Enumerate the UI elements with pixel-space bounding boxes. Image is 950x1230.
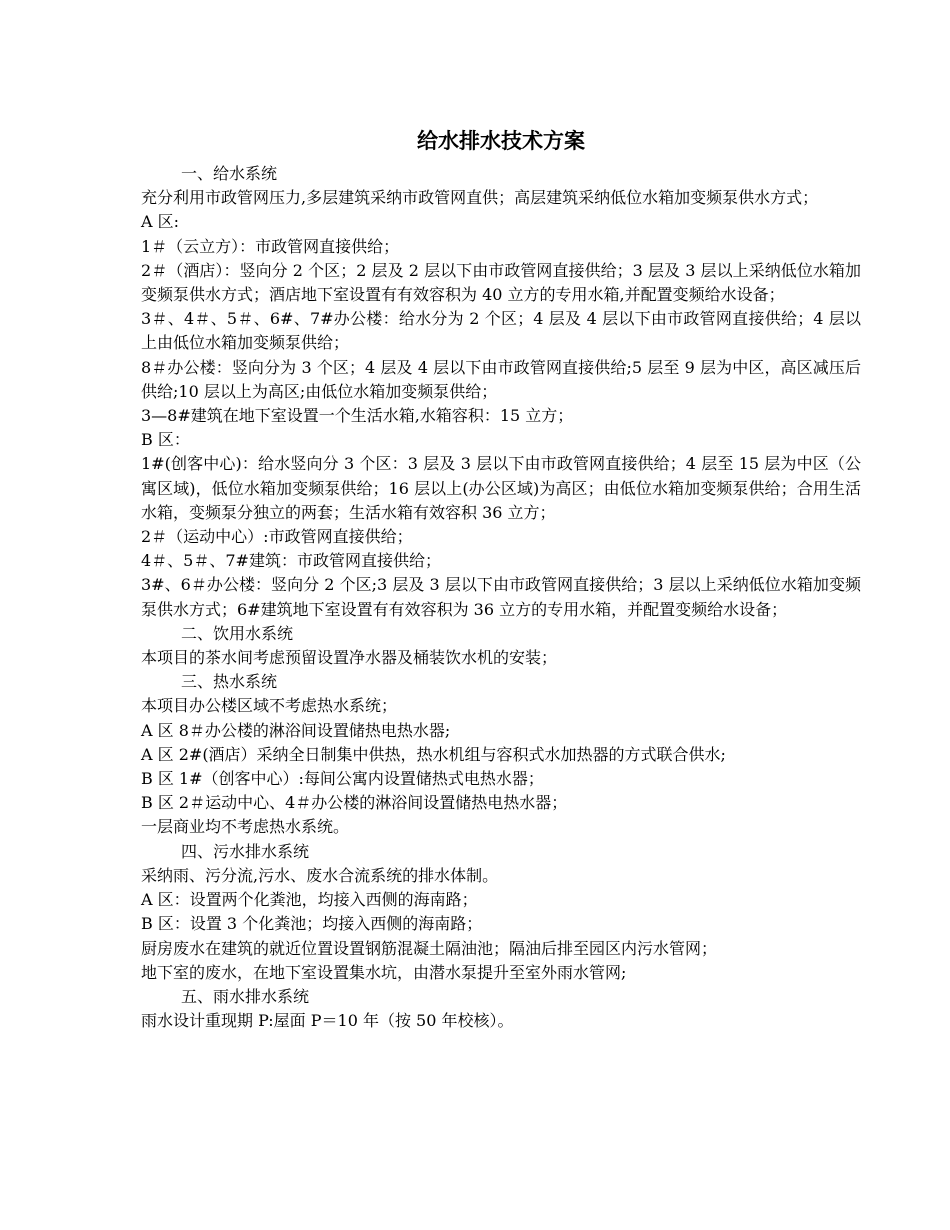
paragraph: 2＃（运动中心）:市政管网直接供给； <box>141 527 413 547</box>
paragraph: 4＃、5＃、7#建筑：市政管网直接供给； <box>141 551 441 571</box>
paragraph: 充分利用市政管网压力,多层建筑采纳市政管网直供；高层建筑采纳低位水箱加变频泵供水方式； <box>141 188 819 208</box>
section-heading-sewage: 四、污水排水系统 <box>181 841 310 861</box>
section-heading-drinking-water: 二、饮用水系统 <box>181 623 294 643</box>
paragraph: 雨水设计重现期 P:屋面 P＝10 年（按 50 年校核）。 <box>141 1011 514 1031</box>
zone-label-b: B 区： <box>141 430 190 450</box>
paragraph: B 区：设置 3 个化粪池；均接入西侧的海南路； <box>141 914 483 934</box>
paragraph: A 区 8＃办公楼的淋浴间设置储热电热水器; <box>141 720 451 740</box>
section-heading-hot-water: 三、热水系统 <box>181 672 278 692</box>
paragraph: 一层商业均不考虑热水系统。 <box>141 817 350 837</box>
paragraph: 厨房废水在建筑的就近位置设置钢筋混凝土隔油池；隔油后排至园区内污水管网； <box>141 938 718 958</box>
paragraph: A 区 2#(酒店）采纳全日制集中供热，热水机组与容积式水加热器的方式联合供水; <box>141 744 726 764</box>
paragraph: 地下室的废水，在地下室设置集水坑，由潜水泵提升至室外雨水管网; <box>141 962 627 982</box>
paragraph: 3—8#建筑在地下室设置一个生活水箱,水箱容积：15 立方； <box>141 406 574 426</box>
paragraph: 3#、6＃办公楼：竖向分 2 个区;3 层及 3 层以下由市政管网直接供给；3 层以上采纳低位水箱加变频泵供水方式；6#建筑地下室设置有有效容积为 36 立方的专用水箱，并配置变频给水设备； <box>141 575 861 619</box>
paragraph: 2＃（酒店）：竖向分 2 个区；2 层及 2 层以下由市政管网直接供给；3 层及 3 层以上采纳低位水箱加变频泵供水方式；酒店地下室设置有有效容积为 40 立方的专用水箱,并配置变频给水设备； <box>141 260 861 305</box>
paragraph: A 区：设置两个化粪池，均接入西侧的海南路； <box>141 890 478 910</box>
section-heading-rainwater: 五、雨水排水系统 <box>181 986 310 1006</box>
zone-label-a: A 区: <box>141 212 180 232</box>
document-title: 给水排水技术方案 <box>417 129 585 153</box>
paragraph: 本项目办公楼区域不考虑热水系统； <box>141 696 398 716</box>
paragraph: 1#(创客中心)：给水竖向分 3 个区：3 层及 3 层以下由市政管网直接供给；4 层至 15 层为中区（公寓区域)，低位水箱加变频泵供给；16 层以上(办公区域)为高区；由低位水箱加变频泵供给；合用生活水箱，变频泵分独立的两套；生活水箱有效容积 36 立方； <box>141 454 861 522</box>
paragraph: 3＃、4＃、5＃、6#、7#办公楼：给水分为 2 个区；4 层及 4 层以下由市政管网直接供给；4 层以上由低位水箱加变频泵供给； <box>141 309 861 353</box>
paragraph: B 区 1#（创客中心）:每间公寓内设置储热式电热水器； <box>141 769 544 789</box>
section-heading-water-supply: 一、给水系统 <box>181 164 278 183</box>
document-body <box>141 126 861 1033</box>
paragraph: 8＃办公楼：竖向分为 3 个区；4 层及 4 层以下由市政管网直接供给;5 层至 9 层为中区，高区减压后供给;10 层以上为高区;由低位水箱加变频泵供给； <box>141 357 861 401</box>
paragraph: 采纳雨、污分流,污水、废水合流系统的排水体制。 <box>141 865 499 885</box>
paragraph: 本项目的茶水间考虑预留设置净水器及桶装饮水机的安装； <box>141 648 558 668</box>
paragraph: B 区 2＃运动中心、4＃办公楼的淋浴间设置储热电热水器； <box>141 793 568 813</box>
paragraph: 1＃（云立方）：市政管网直接供给； <box>141 236 400 256</box>
